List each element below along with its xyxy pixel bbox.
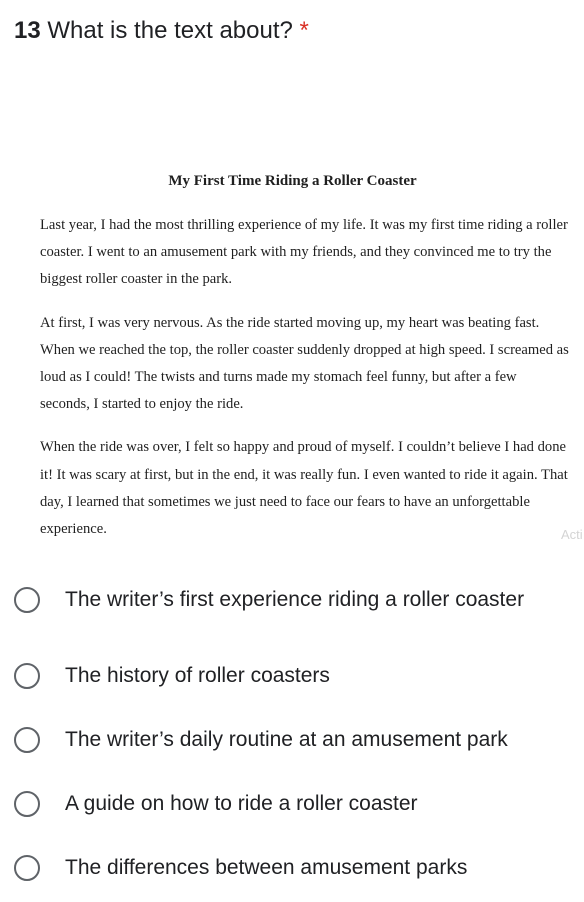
radio-button-icon[interactable] [14,791,40,817]
question-number: 13 [14,17,41,44]
option-label[interactable]: A guide on how to ride a roller coaster [65,792,418,815]
option-5[interactable] [14,855,574,884]
required-mark: * [299,17,309,44]
option-label[interactable]: The writer’s first experience riding a roller coaster [65,588,525,611]
radio-button-icon[interactable] [14,663,40,689]
question-text: What is the text about? [47,17,293,44]
passage-paragraph-1: Last year, I had the most thrilling experience of my life. It was my first time riding a roller coaster. I went to an amusement park with my friends, and they convinced me to try the biggest roller coaster in the park. [40,217,568,288]
radio-button-icon[interactable] [14,727,40,753]
passage-image [40,170,570,559]
passage-paragraph-3: When the ride was over, I felt so happy and proud of myself. I couldn’t believe I had done it! It was scary at first, but in the end, it was really fun. I even wanted to ride it again. That day, I learned that sometimes we just need to face our fears to have an unforgettable experience. [40,439,568,538]
option-3[interactable] [14,727,574,756]
option-1[interactable] [14,584,574,616]
radio-button-icon[interactable] [14,855,40,881]
passage-title: My First Time Riding a Roller Coaster [168,173,417,189]
passage-paragraph-2: At first, I was very nervous. As the ride started moving up, my heart was beating fast. When we reached the top, the roller coaster suddenly dropped at high speed. I screamed as loud as I could! The twists and turns made my stomach feel funny, but after a few seconds, I started to enjoy the ride. [40,314,569,413]
option-label[interactable]: The differences between amusement parks [65,856,468,879]
option-2[interactable] [14,663,574,692]
activate-windows-watermark: Acti [561,527,583,542]
question-header [14,14,309,48]
option-4[interactable] [14,791,574,820]
option-label[interactable]: The history of roller coasters [65,664,330,687]
radio-button-icon[interactable] [14,587,40,613]
option-label[interactable]: The writer’s daily routine at an amusement park [65,728,508,751]
